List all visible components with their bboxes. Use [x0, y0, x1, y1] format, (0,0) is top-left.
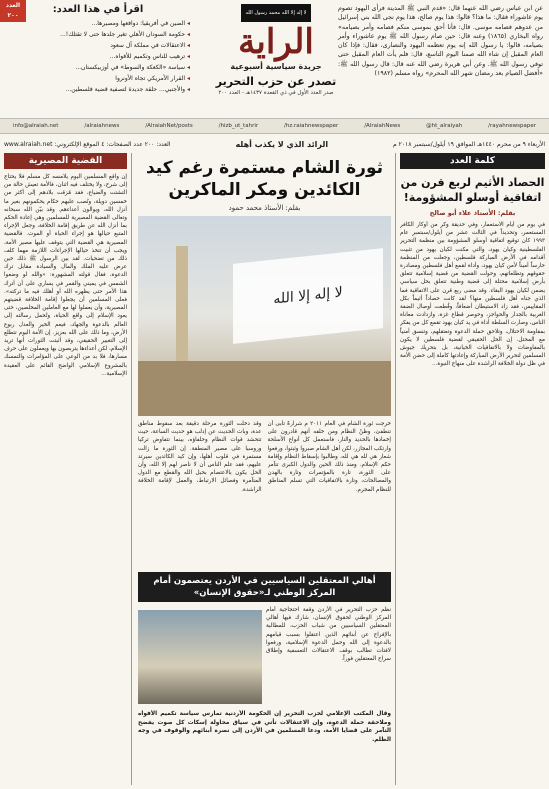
- editorial-column: [395, 153, 545, 785]
- crucial-issue-column: [4, 153, 132, 785]
- toc-item[interactable]: ◂ الصين في أفريقيا: دوافعها ومصيرها...: [6, 18, 190, 29]
- building-shape: [138, 361, 391, 416]
- section-tag-editorial: كلمة العدد: [400, 153, 545, 169]
- section-tag-crucial-issue: القضية المصيرية: [4, 153, 127, 169]
- masthead: [196, 0, 356, 105]
- editorial-author: بقلم: الأستاذ علاء أبو صالح: [429, 209, 516, 217]
- toc-item[interactable]: ◂ ترهيب للناس وتكميم للأفواه...: [6, 51, 190, 62]
- toc-item[interactable]: ◂ القرار الأمريكي تجاه الأونروا: [6, 73, 190, 84]
- editorial-body: في يوم من أيام الاستعمار، وفي حديقة وكر من أوكار الكافر المستعمر، وتحديداً في الثالث عشر من أيلول/سبتمبر عام ١٩٩٣ كان توقيع اتفاقية أوسلو المشؤومة بين منظمة التحرير الفلسطينية وكيان يهود، والتي مكنت لكيان يهود من تثبيت أقدامه في الأرض المباركة فلسطين، وجعلت من المنظمة حارساً أميناً لأمن كيان يهود، وأداة لقمع أهل فلسطين ومصادرة حقوقهم وتطلعاتهم، وحولت القضية من قضية إسلامية تتعلق بأرض إسلامية محتلة إلى قضية وطنية تتعلق بحل سياسي يضمن لكيان يهود البقاء. وقد مضى ربع قرن على الاتفاقية فما الذي جناه أهل فلسطين منها؟ لقد كانت حصاداً أثيماً بكل المقاييس، فقد زاد الاستيطان أضعافاً، وقُطعت أوصال الضفة الغربية بالجدار والحواجز، وحوصر قطاع غزة، وازدادت معاناة الناس، وصارت السلطة أداة في يد كيان يهود تقمع كل من يفكر بمقاومة الاحتلال، وتلاحق حملة الدعوة وتعتقلهم، وتنسق أمنياً مع المحتل. إن الحل الحقيقي لقضية فلسطين لا يكون بالمفاوضات ولا بالاتفاقيات الخيانية، بل بتحريك جيوش المسلمين لتحرير الأرض المباركة وإعادتها كاملة إلى حضن الأمة في ظل دولة الخلافة الراشدة على منهاج النبوة...: [400, 222, 545, 368]
- issue-info: صدر العدد الأول في ذي القعدة ١٤٣٧هـ - العدد ٢٠٠: [218, 90, 334, 96]
- protest-photo: [138, 610, 262, 704]
- toc-item[interactable]: ◂ الاعتقالات في مملكة آل سعود: [6, 40, 190, 51]
- minaret-shape: [176, 246, 188, 376]
- crucial-issue-body: إن واقع المسلمين اليوم يلامسه كل مسلم فلا يحتاج إلى شرح، ولا يختلف فيه اثنان، فالأمة تعيش حالة من التشتت والضياع، فقد مُزقت بلادهم إلى أكثر من خمسين دويلة، ونُصب عليهم حكام يحكمونهم بغير ما أنزل الله، ويوالون أعداءهم. وقد بيّن الله سبحانه وتعالى القضية المصيرية للمسلمين وهي إعادة الحكم بما أنزل الله عن طريق إقامة الخلافة، وجعل الإجراء المتبع حيالها هو إجراء الحياة أو الموت. فالقضية المصيرية هي القضية التي يتوقف عليها مصير الأمة، ويجب أن تتخذ حيالها الإجراءات اللازمة مهما كلف ذلك من تضحيات. لقد بين الرسول ﷺ ذلك حين عرض عليه الملك والمال والسيادة مقابل ترك الدعوة، فقال قولته المشهورة: «والله لو وضعوا الشمس في يميني والقمر في يساري على أن أترك هذا الأمر حتى يظهره الله أو أهلك فيه ما تركته». فعلى المسلمين أن يجعلوا إقامة الخلافة قضيتهم المصيرية، وأن يعملوا لها مع العاملين المخلصين، حتى يعود الإسلام إلى واقع الحياة، وتُحمل رسالته إلى العالم بالدعوة والجهاد، فيعم الخير والعدل ربوع الأرض، وما ذلك على الله بعزيز. إن الأمة اليوم تتطلع إلى التغيير الحقيقي، وقد أثبتت الثورات أنها تريد الإسلام، لكن أعداءها يتربصون بها ويعملون على حرف مسارها، فلا بد من الوعي على المؤامرات والتمسك بالمشروع الإسلامي الواضح القائم على العقيدة الإسلامية...: [4, 174, 127, 377]
- jordan-headline[interactable]: أهالي المعتقلين السياسيين في الأردن يعتصمون أمام المركز الوطني لـ«حقوق الإنسان»: [138, 572, 391, 602]
- jordan-body: نظم حزب التحرير في الأردن وقفة احتجاجية أمام المركز الوطني لحقوق الإنسان، شارك فيها أهالي المعتقلين السياسيين من شباب الحزب، للمطالبة بالإفراج عن أبنائهم الذين اعتقلوا بسبب قيامهم بالدعوة إلى الله وحمل الدعوة الإسلامية، ورفعوا لافتات تطالب بوقف الاعتقالات التعسفية وإطلاق سراح المعتقلين فوراً.: [266, 607, 391, 663]
- social-links-bar: [0, 118, 549, 134]
- main-photo: [138, 216, 391, 416]
- social-link[interactable]: /hizb_ut_tahrir: [218, 123, 259, 129]
- social-link[interactable]: info@alraiah.net: [12, 123, 59, 129]
- main-body-left: وقد دخلت الثورة مرحلة دقيقة بعد سقوط مناطق عدة، وبات الحديث عن إدلب هو حديث الساعة، حيث تتحشد قوات النظام وحلفاؤه، بينما تتفاوض تركيا وروسيا على مصير المنطقة. إن الثورة ما زالت مستمرة في قلوب أهلها، وإن كيد الكائدين سيرتد عليهم، فقد علم الناس أن لا ناصر لهم إلا الله، وأن الحل يكون بالاعتصام بحبل الله والقطع مع الدول المتآمرة وفصائل الارتباط، والعمل لإقامة الخلافة الراشدة.: [138, 421, 262, 493]
- social-link[interactable]: /rayahnewspaper: [488, 123, 536, 129]
- logo[interactable]: الراية: [238, 22, 314, 62]
- social-link[interactable]: /alraiahnews: [84, 123, 120, 129]
- main-body-right: خرجت ثورة الشام في العام ٢٠١١ م شرارةً تأبى أن تنطفئ، وظنّ النظام ومن خلفه أنهم قادرون على إخمادها بالحديد والنار، فاستعمل كل أنواع الأسلحة وارتكب المجازر، لكن أهل الشام صبروا وثبتوا، ورفعوا شعار هي لله هي لله، وطالبوا بإسقاط النظام وإقامة حكم الإسلام. ومنذ ذلك الحين والدول الكبرى تتآمر على الثورة، تارة بالمؤتمرات وتارة بالهدن والمصالحات، وتارة بالاتفاقيات التي تسلم المناطق للنظام المجرم.: [267, 421, 391, 493]
- toc-title: اقرأ في هذا العدد:: [52, 4, 144, 15]
- table-of-contents: [6, 4, 190, 112]
- flag-icon: لا إله إلا الله محمد رسول الله: [241, 4, 311, 22]
- issue-date: الأربعاء ٩ من محرم ١٤٤٠هـ الموافق ١٩ أيلول/سبتمبر ٢٠١٨ م: [392, 140, 545, 148]
- slogan: الرائد الذي لا يكذب أهله: [235, 139, 329, 149]
- editorial-headline[interactable]: الحصاد الأثيم لربع قرن من اتفاقية أوسلو المشؤومة!: [400, 176, 545, 204]
- toc-item[interactable]: ◂ حكومة السودان الأهلي تغير جلدها حتى لا تقتلك!...: [6, 29, 190, 40]
- issuer-line: تصدر عن حزب التحرير: [215, 75, 337, 88]
- main-author: بقلم: الأستاذ محمد حمود: [228, 204, 301, 212]
- social-link[interactable]: /hz.raiahnewspaper: [284, 123, 339, 129]
- jordan-article: [138, 606, 391, 772]
- social-link[interactable]: /AlraiahNet/posts: [145, 123, 193, 129]
- date-bar: [0, 137, 549, 151]
- main-headline[interactable]: ثورة الشام مستمرة رغم كيد الكائدين ومكر الماكرين: [145, 158, 384, 200]
- masthead-area: [0, 0, 549, 118]
- toc-item[interactable]: ◂ سياسة «الكعكة والسوط» في أوزبيكستان...: [6, 62, 190, 73]
- social-link[interactable]: @ht_alraiyah: [426, 123, 463, 129]
- main-article: [138, 153, 391, 785]
- main-body-columns: [138, 420, 391, 568]
- hadith-box: عن ابن عباس رضي الله عنهما قال: «قدم النبي ﷺ المدينة فرأى اليهود تصوم يوم عاشوراء فقال: ما هذا؟ قالوا: هذا يوم صالح، هذا يوم نجى الله بني إسرائيل من عدوهم فصامه موسى. قال: فأنا أحق بموسى منكم فصامه وأمر بصيامه» رواه البخاري (١٨٦٥) وعنه قال: حين صام رسول الله ﷺ يوم عاشوراء وأمر بصيامه، قالوا: يا رسول الله إنه يوم تعظمه اليهود والنصارى، فقال: فإذا كان العام المقبل إن شاء الله صمنا اليوم التاسع، قال: فلم يأت العام المقبل حتى توفي رسول الله ﷺ. وعن أبي هريرة رضي الله عنه قال: قال رسول الله ﷺ: «أفضل الصيام بعد رمضان شهر الله المحرم» رواه مسلم (١٩٨٢): [338, 5, 543, 78]
- logo-subtitle: جريدة سياسية أسبوعية: [230, 62, 322, 71]
- issue-corner-badge: العدد ٢٠٠: [0, 0, 26, 22]
- issue-meta: العدد: ٢٠٠ عدد الصفحات: ٤ الموقع الإلكتروني: www.alraiah.net: [4, 140, 171, 148]
- social-link[interactable]: /AlraiahNews: [364, 123, 401, 129]
- jordan-body-bold: وقال المكتب الإعلامي لحزب التحرير إن الحكومة الأردنية تمارس سياسة تكميم الأفواه وملاحقة حملة الدعوة، وإن الاعتقالات تأتي في سياق محاولة إسكات كل صوت يفضح التآمر على قضايا الأمة، ودعا المسلمين في الأردن إلى نصرة أبنائهم والوقوف في وجه الظلم.: [138, 711, 391, 743]
- banner-flag-icon: لا إله إلا الله: [233, 248, 383, 344]
- toc-item[interactable]: ◂ والأجنبي... حلقة جديدة لتصفية قضية فلسطين...: [6, 84, 190, 95]
